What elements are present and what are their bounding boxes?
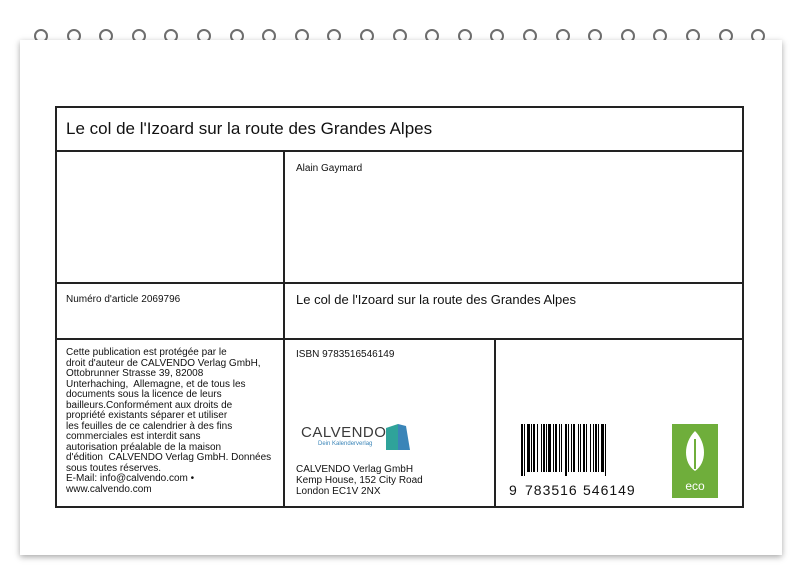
barcode-bar <box>578 424 579 472</box>
barcode-bar <box>595 424 597 472</box>
barcode-bar <box>598 424 599 472</box>
article-number: Numéro d'article 2069796 <box>66 294 181 305</box>
table-divider <box>55 282 744 284</box>
calendar-subtitle: Le col de l'Izoard sur la route des Grandes Alpes <box>296 292 576 307</box>
leaf-icon <box>679 429 711 473</box>
barcode-bar <box>546 424 547 472</box>
table-divider <box>55 150 744 152</box>
barcode-bar <box>541 424 542 472</box>
isbn: ISBN 9783516546149 <box>296 349 395 360</box>
barcode-bar <box>593 424 594 472</box>
barcode-bar <box>533 424 535 472</box>
barcode-digit-first: 9 <box>509 482 517 498</box>
barcode-image <box>519 424 643 476</box>
publisher-address-1: Kemp House, 152 City Road <box>296 475 423 486</box>
publisher-name: CALVENDO Verlag GmbH <box>296 464 414 475</box>
barcode-bar <box>555 424 557 472</box>
barcode-bar <box>561 424 562 472</box>
barcode-bar <box>565 424 567 476</box>
copyright-notice: Cette publication est protégée par le droit d'auteur de CALVENDO Verlag GmbH, Ottobrunner Strasse 39, 82008 Unterhaching, Allemagne, et de tous les documents sous la licence de leurs bailleurs.Conformément aux droits de propriété existants séparer et utiliser les feuilles de ce calendrier à des fins commerciales est interdit sans autorisation préalable de la maison d'édition CALVENDO Verlag GmbH. Données sous toutes réserves. E-Mail: info@calvendo.com • www.calvendo.com <box>66 347 272 495</box>
table-divider <box>55 338 744 340</box>
barcode-bar <box>548 424 551 472</box>
table-divider <box>494 338 496 508</box>
barcode-bar <box>543 424 545 472</box>
barcode-bar <box>586 424 587 472</box>
barcode-bar <box>531 424 532 472</box>
barcode-digits-group1: 783516 <box>525 482 578 498</box>
barcode-bar <box>601 424 604 472</box>
barcode-bar <box>605 424 606 476</box>
barcode-bar <box>559 424 560 472</box>
barcode-digits-group2: 546149 <box>583 482 636 498</box>
page-title: Le col de l'Izoard sur la route des Grandes Alpes <box>66 119 433 138</box>
barcode-bar <box>524 424 525 476</box>
barcode-bar <box>521 424 523 476</box>
eco-label: eco <box>685 479 705 493</box>
barcode-bar <box>537 424 538 472</box>
barcode-bar <box>580 424 581 472</box>
barcode-bar <box>553 424 554 472</box>
barcode-bar <box>573 424 575 472</box>
eco-badge <box>672 424 718 498</box>
calvendo-logo-icon <box>384 424 412 452</box>
author-name: Alain Gaymard <box>296 163 363 174</box>
calvendo-logo-tagline: Dein Kalenderverlag <box>318 441 373 447</box>
barcode-bar <box>527 424 530 472</box>
barcode-bar <box>571 424 572 472</box>
calvendo-logo-text: CALVENDO <box>301 424 387 441</box>
publisher-address-2: London EC1V 2NX <box>296 486 381 497</box>
barcode-bar <box>568 424 569 472</box>
table-divider <box>283 150 285 508</box>
barcode-bar <box>590 424 591 472</box>
barcode-bar <box>583 424 585 472</box>
